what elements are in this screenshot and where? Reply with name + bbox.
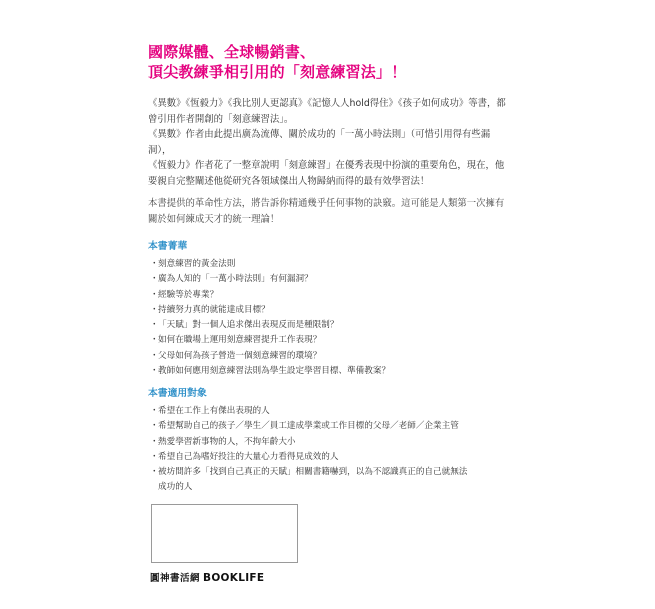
section-audience-title: 本書適用對象: [148, 388, 207, 399]
claim-paragraph: 本書提供的革命性方法，將告訴你精通幾乎任何事物的訣竅。這可能是人類第一次擁有關於如何練成天才的統一理論！: [148, 198, 505, 225]
intro-paragraph-3: 《恆毅力》作者花了一整章說明「刻意練習」在優秀表現中扮演的重要角色，現在，他要親自完整闡述他從研究各領域傑出人物歸納而得的最有效學習法！: [148, 160, 505, 187]
list-item: ・希望在工作上有傑出表現的人: [150, 404, 505, 419]
bullet-icon: ・: [150, 467, 159, 478]
bullet-icon: ・: [150, 259, 159, 269]
intro-paragraph-1: 《異數》《恆毅力》《我比別人更認真》《記憶人人hold得住》《孩子如何成功》等書，都曾引用作者開創的「刻意練習法」。: [148, 98, 506, 125]
bullet-icon: ・: [150, 366, 159, 377]
headline-line-1: 國際媒體、全球暢銷書、: [148, 43, 316, 61]
publisher-logo: [150, 566, 264, 585]
publisher-logo-english: BOOKLIFE: [203, 572, 265, 584]
list-item: ・希望自己為嗜好投注的大量心力看得見成效的人: [150, 450, 505, 465]
intro-block: [148, 96, 510, 189]
list-item-continuation: 成功的人: [158, 482, 193, 493]
bullet-icon: ・: [150, 406, 159, 416]
list-item: ・「天賦」對一個人追求傑出表現反而是種限制？: [150, 318, 390, 333]
audience-list: [150, 404, 505, 496]
headline: [148, 42, 508, 82]
list-item: ・經驗等於專業？: [150, 288, 390, 303]
list-item: ・刻意練習的黃金法則: [150, 257, 390, 272]
list-item: ・教師如何應用刻意練習法則為學生設定學習目標、準備教案？: [150, 364, 390, 379]
book-cover-placeholder: [151, 504, 298, 563]
bullet-icon: ・: [150, 320, 159, 331]
intro-paragraph-2: 《異數》作者由此提出廣為流傳、關於成功的「一萬小時法則」（可惜引用得有些漏洞），: [148, 129, 491, 156]
section-highlights-title: 本書菁華: [148, 241, 188, 252]
list-item: ・希望幫助自己的孩子／學生／員工達成學業或工作目標的父母／老師／企業主管: [150, 419, 505, 434]
claim-block: [148, 196, 510, 227]
highlights-list: [150, 257, 390, 379]
bullet-icon: ・: [150, 436, 159, 447]
publisher-logo-chinese: 圓神書活網: [150, 573, 201, 584]
list-item: ・父母如何為孩子營造一個刻意練習的環境？: [150, 349, 390, 364]
headline-line-2: 頂尖教練爭相引用的「刻意練習法」！: [148, 63, 407, 81]
bullet-icon: ・: [150, 289, 159, 300]
list-item: ・熱愛學習新事物的人，不拘年齡大小: [150, 435, 505, 450]
list-item: ・持續努力真的就能達成目標？: [150, 303, 390, 318]
list-item: ・如何在職場上運用刻意練習提升工作表現？: [150, 333, 390, 348]
bullet-icon: ・: [150, 304, 159, 315]
bullet-icon: ・: [150, 274, 159, 285]
list-item: ・廣為人知的「一萬小時法則」有何漏洞？: [150, 272, 390, 287]
list-item: ・被坊間許多「找到自己真正的天賦」相關書籍嚇到，以為不認識真正的自己就無法 成功的人: [150, 465, 505, 496]
bullet-icon: ・: [150, 451, 159, 462]
bullet-icon: ・: [150, 335, 159, 346]
bullet-icon: ・: [150, 350, 159, 361]
bullet-icon: ・: [150, 421, 159, 432]
